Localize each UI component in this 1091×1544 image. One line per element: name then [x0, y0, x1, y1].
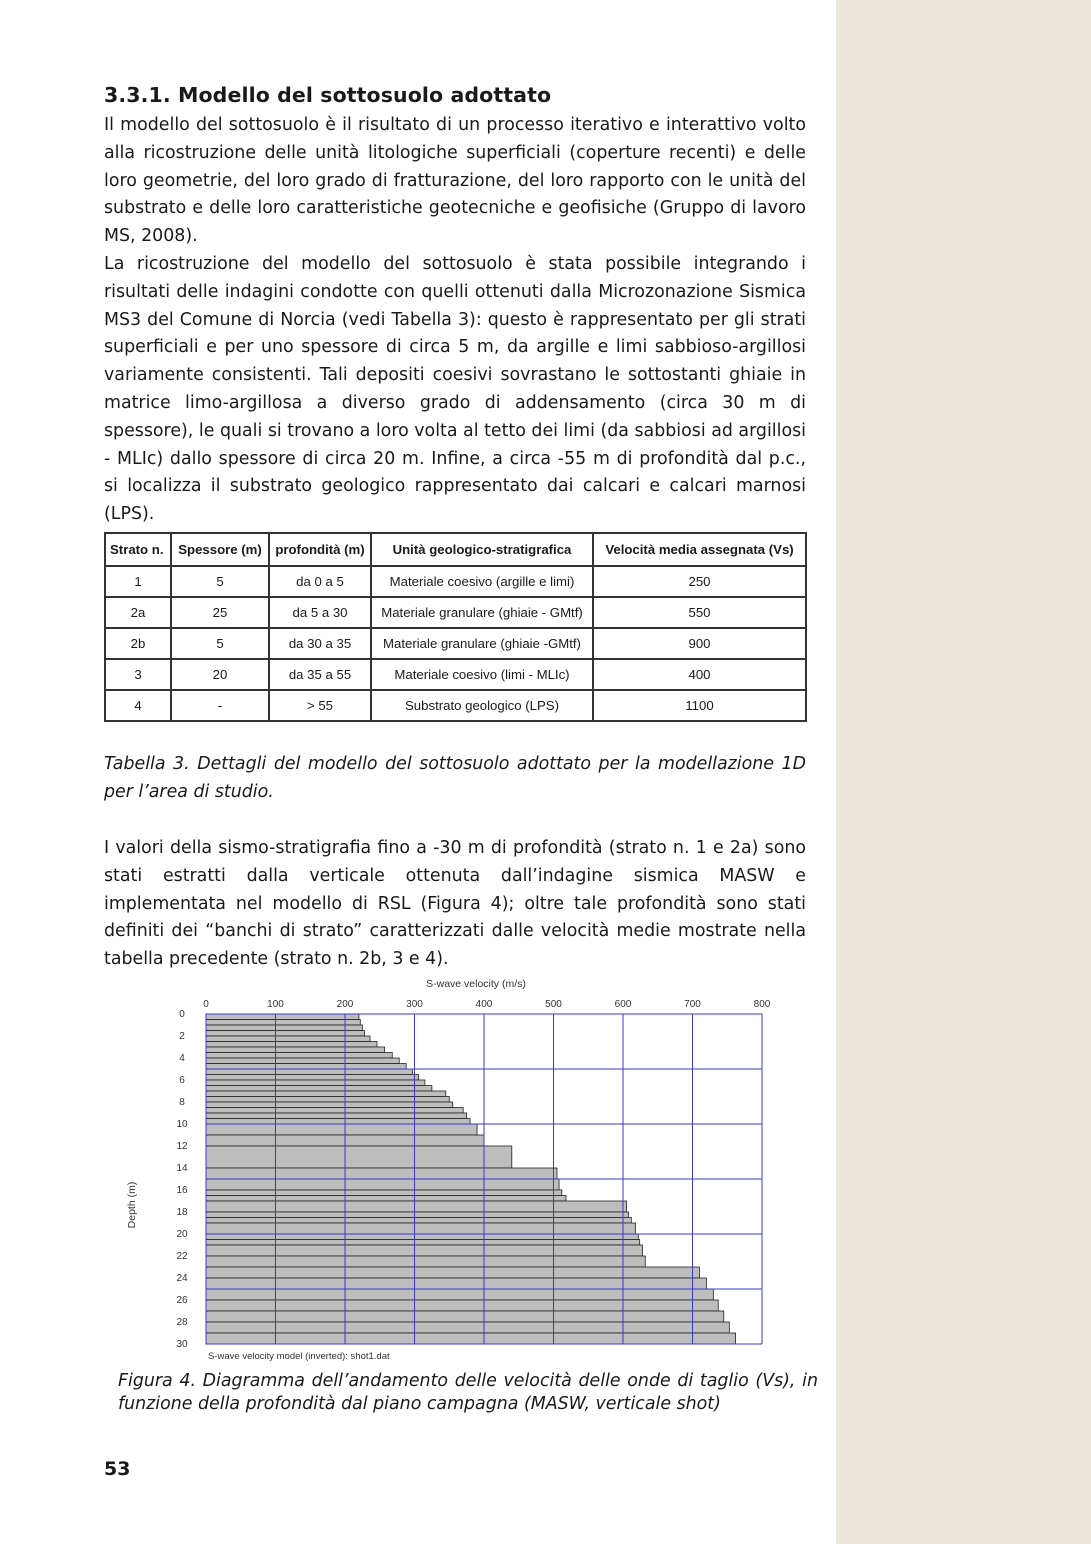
- table-cell: 400: [593, 659, 806, 690]
- chart-title: S-wave velocity (m/s): [426, 978, 526, 990]
- velocity-bar: [206, 1179, 559, 1190]
- velocity-bar: [206, 1047, 385, 1053]
- velocity-bar: [206, 1212, 629, 1218]
- table-cell: 5: [171, 628, 269, 659]
- velocity-bar: [206, 1020, 360, 1026]
- table-header-cell: profondità (m): [269, 533, 371, 566]
- table-cell: da 0 a 5: [269, 566, 371, 597]
- velocity-bar: [206, 1064, 406, 1070]
- figure-caption: Figura 4. Diagramma dell’andamento delle velocità delle onde di taglio (Vs), in funzione della profondità dal piano campagna (MASW, verticale shot): [118, 1371, 818, 1414]
- velocity-bar: [206, 1256, 645, 1267]
- table-cell: da 35 a 55: [269, 659, 371, 690]
- table-cell: > 55: [269, 690, 371, 721]
- table-cell: 1: [105, 566, 171, 597]
- velocity-bar: [206, 1311, 724, 1322]
- y-tick-label: 18: [176, 1207, 188, 1218]
- y-tick-label: 10: [176, 1119, 188, 1130]
- y-tick-label: 4: [179, 1053, 185, 1064]
- table-cell: Materiale granulare (ghiaie - GMtf): [371, 597, 593, 628]
- table-header-cell: Spessore (m): [171, 533, 269, 566]
- table-cell: Materiale coesivo (limi - MLIc): [371, 659, 593, 690]
- table-cell: 5: [171, 566, 269, 597]
- x-tick-label: 100: [267, 999, 284, 1010]
- table-header-cell: Strato n.: [105, 533, 171, 566]
- velocity-bar: [206, 1053, 392, 1059]
- y-tick-label: 8: [179, 1097, 185, 1108]
- paragraph-1: Il modello del sottosuolo è il risultato di un processo iterativo e interattivo volto alla ricostruzione delle unità litologiche superficiali (coperture recenti) e delle loro geometrie, del loro grado di fratturazione, del loro rapporto con le unità del substrato e delle loro caratteristiche geotecniche e geofisiche (Gruppo di lavoro MS, 2008).: [104, 115, 806, 247]
- x-tick-label: 300: [406, 999, 423, 1010]
- y-tick-label: 6: [179, 1075, 185, 1086]
- velocity-bar: [206, 1058, 399, 1064]
- table-caption: Tabella 3. Dettagli del modello del sottosuolo adottato per la modellazione 1D per l’area di studio.: [104, 754, 806, 802]
- y-tick-label: 0: [179, 1009, 185, 1020]
- table-cell: da 5 a 30: [269, 597, 371, 628]
- table-header-cell: Unità geologico-stratigrafica: [371, 533, 593, 566]
- y-tick-label: 26: [176, 1295, 188, 1306]
- vs-depth-chart-svg: [118, 975, 778, 1365]
- y-tick-label: 2: [179, 1031, 185, 1042]
- x-tick-label: 700: [684, 999, 701, 1010]
- table-row: [105, 566, 806, 597]
- x-tick-label: 0: [203, 999, 209, 1010]
- y-tick-label: 14: [176, 1163, 188, 1174]
- velocity-bar: [206, 1240, 640, 1246]
- paragraph-2: La ricostruzione del modello del sottosuolo è stata possibile integrando i risultati delle indagini condotte con quelli ottenuti dalla Microzonazione Sismica MS3 del Comune di Norcia (vedi Tabella 3): questo è rappresentato per gli strati superficiali e per uno spessore di circa 5 m, da argille e limi sabbioso-argillosi variamente consistenti. Tali depositi coesivi sovrastano le sottostanti ghiaie in matrice limo-argillosa a diverso grado di addensamento (circa 30 m di spessore), le quali si trovano a loro volta al tetto dei limi (da sabbiosi ad argillosi - MLIc) dallo spessore di circa 20 m. Infine, a circa -55 m di profondità dal p.c., si localizza il substrato geologico rappresentato dai calcari e calcari marnosi (LPS).: [104, 254, 806, 525]
- strata-table: [104, 532, 807, 722]
- y-tick-label: 30: [176, 1339, 188, 1350]
- velocity-bar: [206, 1031, 364, 1037]
- table-cell: 25: [171, 597, 269, 628]
- y-tick-label: 20: [176, 1229, 188, 1240]
- y-tick-label: 16: [176, 1185, 188, 1196]
- x-tick-label: 400: [475, 999, 493, 1010]
- velocity-bar: [206, 1190, 562, 1196]
- velocity-bar: [206, 1278, 706, 1289]
- velocity-bar: [206, 1289, 713, 1300]
- velocity-bar: [206, 1322, 729, 1333]
- paragraph-3: I valori della sismo-stratigrafia fino a -30 m di profondità (strato n. 1 e 2a) sono stati estratti dalla verticale ottenuta dall’indagine sismica MASW e implementata nel modello di RSL (Figura 4); oltre tale profondità sono stati definiti dei “banchi di strato” caratterizzati dalle velocità medie mostrate nella tabella precedente (strato n. 2b, 3 e 4).: [104, 838, 806, 970]
- velocity-bar: [206, 1146, 512, 1168]
- velocity-bar: [206, 1091, 446, 1097]
- table-cell: 2a: [105, 597, 171, 628]
- velocity-bar: [206, 1333, 736, 1344]
- table-row: [105, 690, 806, 721]
- page-number: 53: [104, 1458, 131, 1480]
- velocity-bar: [206, 1168, 557, 1179]
- table-header-cell: Velocità media assegnata (Vs): [593, 533, 806, 566]
- table-cell: 250: [593, 566, 806, 597]
- y-tick-label: 24: [176, 1273, 188, 1284]
- table-cell: 1100: [593, 690, 806, 721]
- velocity-bar: [206, 1069, 412, 1075]
- page-side-band: [836, 0, 1091, 1544]
- table-cell: 900: [593, 628, 806, 659]
- table-cell: Substrato geologico (LPS): [371, 690, 593, 721]
- table-cell: 20: [171, 659, 269, 690]
- table-cell: 3: [105, 659, 171, 690]
- table-cell: 550: [593, 597, 806, 628]
- table-cell: -: [171, 690, 269, 721]
- velocity-bar: [206, 1075, 419, 1081]
- vs-depth-chart: [118, 975, 778, 1365]
- table-cell: Materiale granulare (ghiaie -GMtf): [371, 628, 593, 659]
- section-title: 3.3.1. Modello del sottosuolo adottato: [104, 83, 552, 107]
- velocity-bar: [206, 1245, 642, 1256]
- velocity-bar: [206, 1201, 626, 1212]
- y-tick-label: 22: [176, 1251, 188, 1262]
- table-row: [105, 628, 806, 659]
- y-tick-labels: [176, 1009, 188, 1350]
- x-tick-label: 800: [753, 999, 771, 1010]
- velocity-bar: [206, 1113, 467, 1119]
- velocity-bar: [206, 1014, 359, 1020]
- x-tick-label: 200: [336, 999, 354, 1010]
- velocity-bar: [206, 1108, 463, 1114]
- velocity-bar: [206, 1080, 425, 1086]
- velocity-bar: [206, 1196, 566, 1202]
- velocity-bar: [206, 1086, 432, 1092]
- table-row: [105, 659, 806, 690]
- y-tick-label: 28: [176, 1317, 188, 1328]
- velocity-bar: [206, 1223, 636, 1234]
- velocity-bar: [206, 1097, 449, 1103]
- table-cell: 2b: [105, 628, 171, 659]
- x-tick-labels: [203, 999, 771, 1010]
- table-cell: da 30 a 35: [269, 628, 371, 659]
- table-cell: Materiale coesivo (argille e limi): [371, 566, 593, 597]
- x-tick-label: 600: [614, 999, 632, 1010]
- velocity-bar: [206, 1300, 718, 1311]
- velocity-bar: [206, 1025, 362, 1031]
- chart-subtitle: S-wave velocity model (inverted): shot1.dat: [208, 1351, 390, 1362]
- velocity-bar: [206, 1119, 470, 1125]
- x-tick-label: 500: [545, 999, 562, 1010]
- table-row: [105, 597, 806, 628]
- chart-y-axis-label: Depth (m): [126, 1181, 138, 1229]
- velocity-bar: [206, 1267, 699, 1278]
- velocity-bar: [206, 1102, 453, 1108]
- velocity-bar: [206, 1234, 638, 1240]
- velocity-bar: [206, 1218, 631, 1224]
- velocity-bar: [206, 1124, 477, 1135]
- table-header-row: [105, 533, 806, 566]
- table-cell: 4: [105, 690, 171, 721]
- y-tick-label: 12: [176, 1141, 188, 1152]
- velocity-bar: [206, 1042, 377, 1048]
